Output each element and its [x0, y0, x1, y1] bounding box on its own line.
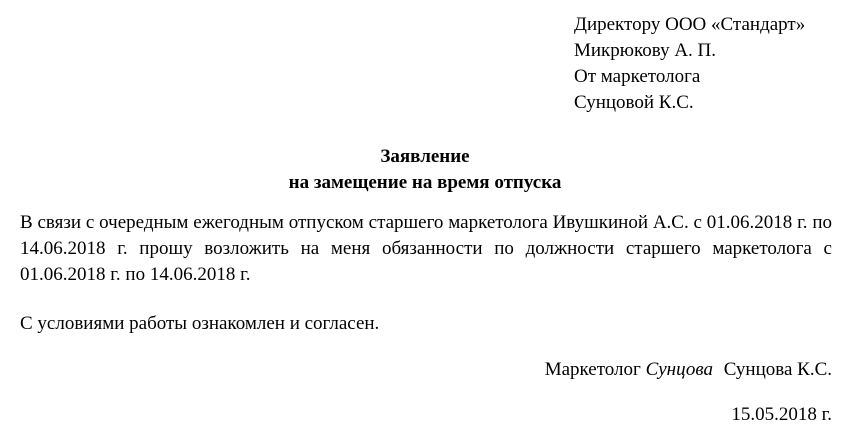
- title-subject: на замещение на время отпуска: [288, 172, 562, 193]
- signature-position: Маркетолог: [544, 359, 641, 380]
- handwritten-signature: Сунцова: [645, 359, 713, 380]
- addressee-director: Директору ООО «Стандарт»: [574, 14, 806, 35]
- addressee-block: [574, 12, 844, 116]
- document-title: [0, 144, 850, 196]
- document-date: 15.05.2018 г.: [731, 404, 832, 425]
- request-paragraph: В связи с очередным ежегодным отпуском старшего маркетолога Ивушкиной А.С. с 01.06.2018 г. по 14.06.2018 г. прошу возложить на меня обязанности по должности старшего маркетолога с 01.06.2018 г. по 14.06.2018 г.: [20, 212, 832, 285]
- sender-position: От маркетолога: [574, 66, 701, 87]
- addressee-name: Микрюкову А. П.: [574, 40, 717, 61]
- signature-name: Сунцова К.С.: [723, 359, 832, 380]
- title-heading: Заявление: [380, 146, 470, 167]
- signature-line: [545, 357, 832, 383]
- conditions-statement: С условиями работы ознакомлен и согласен.: [20, 313, 380, 334]
- sender-name: Сунцовой К.С.: [574, 92, 694, 113]
